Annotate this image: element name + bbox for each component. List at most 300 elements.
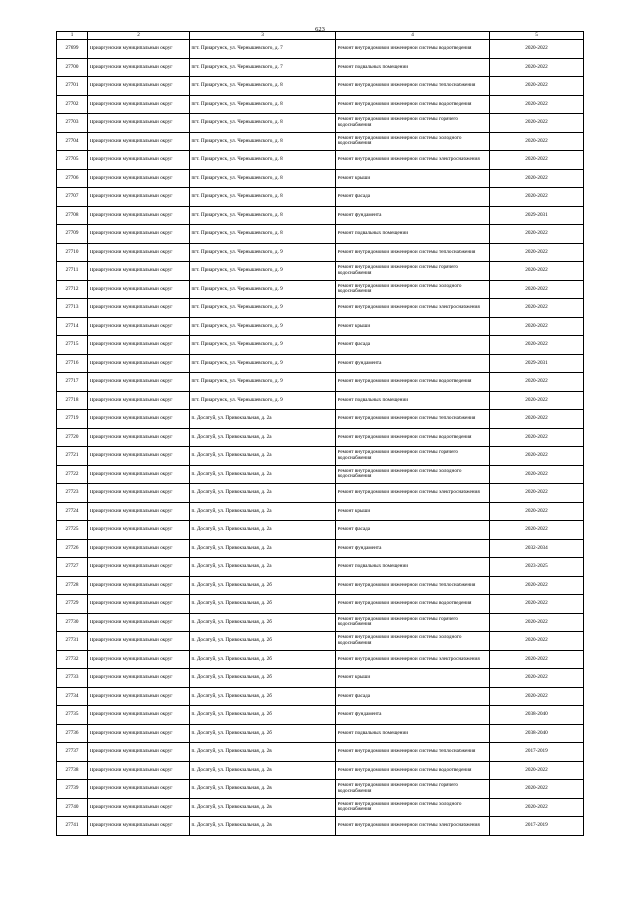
municipality-cell: [88, 484, 190, 503]
table-row: [57, 132, 584, 151]
row-number-cell: 27733: [57, 669, 88, 688]
work-type-cell: [336, 336, 490, 355]
table-row: [57, 243, 584, 262]
period-cell: 2020-2022: [490, 798, 584, 817]
municipality-text: Приаргунский муниципальный округ: [89, 434, 173, 440]
table-row: [57, 817, 584, 836]
work-type-cell: [336, 447, 490, 466]
table-row: [57, 40, 584, 59]
period-cell: 2020-2022: [490, 632, 584, 651]
period-cell: 2038-2040: [490, 706, 584, 725]
address-cell: п. Досатуй, ул. Привокзальная, д. 2б: [190, 613, 336, 632]
address-cell: пгт. Приаргунск, ул. Чернышевского, д. 8: [190, 95, 336, 114]
municipality-text: Приаргунский муниципальный округ: [89, 268, 173, 274]
period-cell: 2020-2022: [490, 428, 584, 447]
table-row: [57, 465, 584, 484]
table-row: [57, 58, 584, 77]
table-row: [57, 428, 584, 447]
municipality-cell: [88, 40, 190, 59]
table-row: [57, 188, 584, 207]
period-cell: 2020-2022: [490, 502, 584, 521]
work-type-cell: [336, 169, 490, 188]
municipality-cell: [88, 539, 190, 558]
municipality-cell: [88, 373, 190, 392]
address-cell: пгт. Приаргунск, ул. Чернышевского, д. 8: [190, 77, 336, 96]
work-type-text: Ремонт внутридомовой инженерной системы теплоснабжения: [337, 416, 476, 422]
row-number-cell: 27730: [57, 613, 88, 632]
work-type-cell: [336, 317, 490, 336]
period-cell: 2020-2022: [490, 243, 584, 262]
period-cell: 2038-2040: [490, 724, 584, 743]
work-type-text: Ремонт внутридомовой инженерной системы водоотведения: [337, 101, 472, 107]
column-header: 2: [88, 32, 190, 40]
municipality-cell: [88, 465, 190, 484]
row-number-cell: 27699: [57, 40, 88, 59]
municipality-cell: [88, 151, 190, 170]
table-row: [57, 354, 584, 373]
row-number-cell: 27711: [57, 262, 88, 281]
address-cell: п. Досатуй, ул. Привокзальная, д. 2а: [190, 447, 336, 466]
work-type-text: Ремонт внутридомовой инженерной системы электроснабжения: [337, 157, 480, 163]
address-cell: п. Досатуй, ул. Привокзальная, д. 2в: [190, 780, 336, 799]
address-cell: пгт. Приаргунск, ул. Чернышевского, д. 8: [190, 132, 336, 151]
period-cell: 2020-2022: [490, 77, 584, 96]
municipality-cell: [88, 428, 190, 447]
table-row: [57, 595, 584, 614]
address-cell: пгт. Приаргунск, ул. Чернышевского, д. 7: [190, 58, 336, 77]
work-type-text: Ремонт внутридомовой инженерной системы теплоснабжения: [337, 582, 476, 588]
work-type-cell: [336, 613, 490, 632]
period-cell: 2020-2022: [490, 669, 584, 688]
table-row: [57, 114, 584, 133]
row-number-cell: 27710: [57, 243, 88, 262]
table-row: [57, 373, 584, 392]
municipality-cell: [88, 243, 190, 262]
address-cell: п. Досатуй, ул. Привокзальная, д. 2в: [190, 743, 336, 762]
row-number-cell: 27722: [57, 465, 88, 484]
address-cell: п. Досатуй, ул. Привокзальная, д. 2б: [190, 650, 336, 669]
row-number-cell: 27714: [57, 317, 88, 336]
table-row: [57, 576, 584, 595]
municipality-cell: [88, 780, 190, 799]
period-cell: 2020-2022: [490, 650, 584, 669]
table-row: [57, 151, 584, 170]
period-cell: 2020-2022: [490, 299, 584, 318]
period-cell: 2020-2022: [490, 465, 584, 484]
period-cell: 2020-2022: [490, 188, 584, 207]
period-cell: 2020-2022: [490, 576, 584, 595]
work-type-text: Ремонт подвальных помещений: [337, 397, 409, 403]
municipality-text: Приаргунский муниципальный округ: [89, 804, 173, 810]
work-type-cell: [336, 206, 490, 225]
municipality-text: Приаргунский муниципальный округ: [89, 323, 173, 329]
table-row: [57, 410, 584, 429]
address-cell: пгт. Приаргунск, ул. Чернышевского, д. 8: [190, 188, 336, 207]
municipality-text: Приаргунский муниципальный округ: [89, 46, 173, 52]
municipality-cell: [88, 743, 190, 762]
municipality-text: Приаргунский муниципальный округ: [89, 471, 173, 477]
municipality-text: Приаргунский муниципальный округ: [89, 416, 173, 422]
work-type-text: Ремонт внутридомовой инженерной системы водоотведения: [337, 601, 472, 607]
municipality-cell: [88, 706, 190, 725]
work-type-text: Ремонт внутридомовой инженерной системы водоотведения: [337, 379, 472, 385]
municipality-text: Приаргунский муниципальный округ: [89, 638, 173, 644]
row-number-cell: 27739: [57, 780, 88, 799]
row-number-cell: 27705: [57, 151, 88, 170]
period-cell: 2020-2022: [490, 132, 584, 151]
column-header: 3: [190, 32, 336, 40]
address-cell: п. Досатуй, ул. Привокзальная, д. 2б: [190, 576, 336, 595]
municipality-text: Приаргунский муниципальный округ: [89, 749, 173, 755]
address-cell: пгт. Приаргунск, ул. Чернышевского, д. 9: [190, 336, 336, 355]
row-number-cell: 27736: [57, 724, 88, 743]
period-cell: 2023-2025: [490, 558, 584, 577]
table-row: [57, 761, 584, 780]
period-cell: 2020-2022: [490, 613, 584, 632]
work-type-cell: [336, 798, 490, 817]
work-type-cell: [336, 650, 490, 669]
work-type-cell: [336, 40, 490, 59]
work-type-text: Ремонт внутридомовой инженерной системы теплоснабжения: [337, 83, 476, 89]
municipality-cell: [88, 817, 190, 836]
work-type-cell: [336, 391, 490, 410]
work-type-cell: [336, 706, 490, 725]
municipality-text: Приаргунский муниципальный округ: [89, 508, 173, 514]
period-cell: 2020-2022: [490, 280, 584, 299]
work-type-text: Ремонт внутридомовой инженерной системы водоотведения: [337, 434, 472, 440]
municipality-text: Приаргунский муниципальный округ: [89, 545, 173, 551]
work-type-cell: [336, 262, 490, 281]
work-type-cell: [336, 761, 490, 780]
table-row: [57, 317, 584, 336]
municipality-text: Приаргунский муниципальный округ: [89, 175, 173, 181]
work-type-text: Ремонт фундамента: [337, 712, 382, 718]
municipality-cell: [88, 613, 190, 632]
municipality-text: Приаргунский муниципальный округ: [89, 490, 173, 496]
municipality-cell: [88, 761, 190, 780]
address-cell: п. Досатуй, ул. Привокзальная, д. 2б: [190, 687, 336, 706]
work-type-cell: [336, 595, 490, 614]
table-row: [57, 77, 584, 96]
municipality-cell: [88, 502, 190, 521]
address-cell: пгт. Приаргунск, ул. Чернышевского, д. 9: [190, 280, 336, 299]
address-cell: п. Досатуй, ул. Привокзальная, д. 2а: [190, 465, 336, 484]
period-cell: 2020-2022: [490, 225, 584, 244]
work-type-cell: [336, 58, 490, 77]
work-type-cell: [336, 373, 490, 392]
table-row: [57, 299, 584, 318]
row-number-cell: 27716: [57, 354, 88, 373]
work-type-text: Ремонт внутридомовой инженерной системы электроснабжения: [337, 490, 480, 496]
municipality-text: Приаргунский муниципальный округ: [89, 582, 173, 588]
period-cell: 2020-2022: [490, 761, 584, 780]
work-type-cell: [336, 539, 490, 558]
address-cell: п. Досатуй, ул. Привокзальная, д. 2в: [190, 798, 336, 817]
period-cell: 2020-2022: [490, 151, 584, 170]
registry-table: [56, 31, 584, 836]
work-type-cell: [336, 354, 490, 373]
address-cell: п. Досатуй, ул. Привокзальная, д. 2а: [190, 521, 336, 540]
work-type-text: Ремонт подвальных помещений: [337, 564, 409, 570]
municipality-cell: [88, 447, 190, 466]
work-type-text: Ремонт внутридомовой инженерной системы теплоснабжения: [337, 249, 476, 255]
period-cell: 2029-2031: [490, 354, 584, 373]
work-type-text: Ремонт внутридомовой инженерной системы горячего водоснабжения: [337, 616, 459, 628]
municipality-cell: [88, 354, 190, 373]
table-row: [57, 780, 584, 799]
address-cell: п. Досатуй, ул. Привокзальная, д. 2б: [190, 632, 336, 651]
work-type-text: Ремонт крыши: [337, 508, 371, 514]
period-cell: 2020-2022: [490, 484, 584, 503]
municipality-cell: [88, 77, 190, 96]
table-row: [57, 280, 584, 299]
work-type-cell: [336, 151, 490, 170]
municipality-cell: [88, 576, 190, 595]
address-cell: пгт. Приаргунск, ул. Чернышевского, д. 9: [190, 354, 336, 373]
address-cell: п. Досатуй, ул. Привокзальная, д. 2б: [190, 706, 336, 725]
row-number-cell: 27719: [57, 410, 88, 429]
municipality-text: Приаргунский муниципальный округ: [89, 712, 173, 718]
row-number-cell: 27723: [57, 484, 88, 503]
address-cell: п. Досатуй, ул. Привокзальная, д. 2в: [190, 761, 336, 780]
table-row: [57, 669, 584, 688]
municipality-text: Приаргунский муниципальный округ: [89, 305, 173, 311]
municipality-cell: [88, 317, 190, 336]
table-row: [57, 484, 584, 503]
address-cell: пгт. Приаргунск, ул. Чернышевского, д. 8: [190, 151, 336, 170]
table-row: [57, 336, 584, 355]
address-cell: пгт. Приаргунск, ул. Чернышевского, д. 9: [190, 262, 336, 281]
municipality-cell: [88, 169, 190, 188]
municipality-text: Приаргунский муниципальный округ: [89, 379, 173, 385]
table-row: [57, 613, 584, 632]
table-row: [57, 262, 584, 281]
work-type-text: Ремонт фундамента: [337, 545, 382, 551]
municipality-cell: [88, 188, 190, 207]
municipality-cell: [88, 280, 190, 299]
work-type-text: Ремонт фундамента: [337, 212, 382, 218]
row-number-cell: 27712: [57, 280, 88, 299]
row-number-cell: 27706: [57, 169, 88, 188]
work-type-cell: [336, 188, 490, 207]
row-number-cell: 27702: [57, 95, 88, 114]
period-cell: 2020-2022: [490, 447, 584, 466]
work-type-text: Ремонт крыши: [337, 675, 371, 681]
work-type-cell: [336, 687, 490, 706]
period-cell: 2017-2019: [490, 743, 584, 762]
address-cell: п. Досатуй, ул. Привокзальная, д. 2а: [190, 539, 336, 558]
address-cell: пгт. Приаргунск, ул. Чернышевского, д. 9: [190, 391, 336, 410]
address-cell: пгт. Приаргунск, ул. Чернышевского, д. 7: [190, 40, 336, 59]
period-cell: 2020-2022: [490, 391, 584, 410]
row-number-cell: 27718: [57, 391, 88, 410]
municipality-cell: [88, 521, 190, 540]
address-cell: пгт. Приаргунск, ул. Чернышевского, д. 9: [190, 373, 336, 392]
work-type-cell: [336, 95, 490, 114]
municipality-text: Приаргунский муниципальный округ: [89, 286, 173, 292]
work-type-text: Ремонт внутридомовой инженерной системы горячего водоснабжения: [337, 117, 459, 128]
work-type-cell: [336, 724, 490, 743]
work-type-cell: [336, 669, 490, 688]
municipality-text: Приаргунский муниципальный округ: [89, 767, 173, 773]
address-cell: пгт. Приаргунск, ул. Чернышевского, д. 8: [190, 114, 336, 133]
address-cell: п. Досатуй, ул. Привокзальная, д. 2б: [190, 724, 336, 743]
work-type-cell: [336, 465, 490, 484]
work-type-text: Ремонт внутридомовой инженерной системы холодного водоснабжения: [337, 635, 462, 646]
work-type-text: Ремонт внутридомовой инженерной системы холодного водоснабжения: [337, 283, 462, 295]
work-type-cell: [336, 743, 490, 762]
table-row: [57, 632, 584, 651]
municipality-text: Приаргунский муниципальный округ: [89, 120, 173, 126]
row-number-cell: 27717: [57, 373, 88, 392]
work-type-text: Ремонт фасада: [337, 527, 371, 533]
row-number-cell: 27708: [57, 206, 88, 225]
address-cell: п. Досатуй, ул. Привокзальная, д. 2а: [190, 484, 336, 503]
row-number-cell: 27734: [57, 687, 88, 706]
work-type-cell: [336, 410, 490, 429]
work-type-text: Ремонт внутридомовой инженерной системы холодного водоснабжения: [337, 135, 462, 147]
table-row: [57, 539, 584, 558]
row-number-cell: 27731: [57, 632, 88, 651]
municipality-text: Приаргунский муниципальный округ: [89, 83, 173, 89]
address-cell: п. Досатуй, ул. Привокзальная, д. 2а: [190, 502, 336, 521]
municipality-text: Приаргунский муниципальный округ: [89, 212, 173, 218]
period-cell: 2020-2022: [490, 595, 584, 614]
work-type-text: Ремонт подвальных помещений: [337, 231, 409, 237]
table-row: [57, 743, 584, 762]
table-row: [57, 521, 584, 540]
address-cell: пгт. Приаргунск, ул. Чернышевского, д. 8: [190, 169, 336, 188]
row-number-cell: 27700: [57, 58, 88, 77]
municipality-cell: [88, 225, 190, 244]
header-row: [57, 32, 584, 40]
work-type-text: Ремонт фасада: [337, 342, 371, 348]
work-type-cell: [336, 632, 490, 651]
address-cell: п. Досатуй, ул. Привокзальная, д. 2б: [190, 595, 336, 614]
municipality-cell: [88, 206, 190, 225]
period-cell: 2020-2022: [490, 169, 584, 188]
table-body: [57, 40, 584, 836]
address-cell: пгт. Приаргунск, ул. Чернышевского, д. 9: [190, 317, 336, 336]
period-cell: 2020-2022: [490, 521, 584, 540]
work-type-text: Ремонт внутридомовой инженерной системы холодного водоснабжения: [337, 801, 462, 813]
row-number-cell: 27729: [57, 595, 88, 614]
work-type-text: Ремонт внутридомовой инженерной системы водоотведения: [337, 767, 472, 773]
row-number-cell: 27707: [57, 188, 88, 207]
period-cell: 2020-2022: [490, 336, 584, 355]
work-type-cell: [336, 299, 490, 318]
row-number-cell: 27740: [57, 798, 88, 817]
period-cell: 2020-2022: [490, 95, 584, 114]
municipality-text: Приаргунский муниципальный округ: [89, 397, 173, 403]
work-type-text: Ремонт фасада: [337, 194, 371, 200]
work-type-cell: [336, 428, 490, 447]
period-cell: 2020-2022: [490, 780, 584, 799]
table-row: [57, 724, 584, 743]
municipality-text: Приаргунский муниципальный округ: [89, 64, 173, 70]
period-cell: 2020-2022: [490, 373, 584, 392]
work-type-text: Ремонт крыши: [337, 323, 371, 329]
table-row: [57, 650, 584, 669]
row-number-cell: 27737: [57, 743, 88, 762]
work-type-text: Ремонт фундамента: [337, 360, 382, 366]
municipality-cell: [88, 299, 190, 318]
table-row: [57, 502, 584, 521]
municipality-text: Приаргунский муниципальный округ: [89, 601, 173, 607]
work-type-text: Ремонт внутридомовой инженерной системы горячего водоснабжения: [337, 783, 459, 794]
work-type-cell: [336, 484, 490, 503]
municipality-cell: [88, 336, 190, 355]
row-number-cell: 27713: [57, 299, 88, 318]
address-cell: пгт. Приаргунск, ул. Чернышевского, д. 9: [190, 299, 336, 318]
work-type-text: Ремонт подвальных помещений: [337, 64, 409, 70]
row-number-cell: 27703: [57, 114, 88, 133]
period-cell: 2017-2019: [490, 817, 584, 836]
table-row: [57, 706, 584, 725]
period-cell: 2032-2034: [490, 539, 584, 558]
table-row: [57, 206, 584, 225]
row-number-cell: 27724: [57, 502, 88, 521]
period-cell: 2020-2022: [490, 114, 584, 133]
row-number-cell: 27738: [57, 761, 88, 780]
municipality-cell: [88, 558, 190, 577]
column-header: 1: [57, 32, 88, 40]
municipality-text: Приаргунский муниципальный округ: [89, 231, 173, 237]
row-number-cell: 27741: [57, 817, 88, 836]
municipality-cell: [88, 650, 190, 669]
row-number-cell: 27709: [57, 225, 88, 244]
municipality-cell: [88, 391, 190, 410]
row-number-cell: 27704: [57, 132, 88, 151]
work-type-cell: [336, 77, 490, 96]
column-header: 5: [490, 32, 584, 40]
address-cell: п. Досатуй, ул. Привокзальная, д. 2а: [190, 410, 336, 429]
municipality-cell: [88, 58, 190, 77]
work-type-cell: [336, 502, 490, 521]
work-type-text: Ремонт крыши: [337, 175, 371, 181]
work-type-text: Ремонт фасада: [337, 693, 371, 699]
row-number-cell: 27715: [57, 336, 88, 355]
address-cell: пгт. Приаргунск, ул. Чернышевского, д. 8: [190, 225, 336, 244]
page-number: 623: [315, 26, 325, 33]
work-type-text: Ремонт внутридомовой инженерной системы электроснабжения: [337, 823, 480, 829]
work-type-text: Ремонт внутридомовой инженерной системы электроснабжения: [337, 656, 480, 662]
municipality-text: Приаргунский муниципальный округ: [89, 342, 173, 348]
municipality-cell: [88, 410, 190, 429]
municipality-cell: [88, 632, 190, 651]
row-number-cell: 27720: [57, 428, 88, 447]
work-type-text: Ремонт подвальных помещений: [337, 730, 409, 736]
row-number-cell: 27727: [57, 558, 88, 577]
table-row: [57, 798, 584, 817]
address-cell: п. Досатуй, ул. Привокзальная, д. 2в: [190, 817, 336, 836]
period-cell: 2029-2031: [490, 206, 584, 225]
municipality-cell: [88, 687, 190, 706]
address-cell: п. Досатуй, ул. Привокзальная, д. 2а: [190, 428, 336, 447]
municipality-text: Приаргунский муниципальный округ: [89, 564, 173, 570]
municipality-cell: [88, 95, 190, 114]
municipality-text: Приаргунский муниципальный округ: [89, 360, 173, 366]
period-cell: 2020-2022: [490, 317, 584, 336]
municipality-text: Приаргунский муниципальный округ: [89, 675, 173, 681]
work-type-cell: [336, 114, 490, 133]
address-cell: пгт. Приаргунск, ул. Чернышевского, д. 9: [190, 243, 336, 262]
row-number-cell: 27726: [57, 539, 88, 558]
municipality-text: Приаргунский муниципальный округ: [89, 194, 173, 200]
municipality-text: Приаргунский муниципальный округ: [89, 101, 173, 107]
period-cell: 2020-2022: [490, 687, 584, 706]
work-type-text: Ремонт внутридомовой инженерной системы электроснабжения: [337, 305, 480, 311]
